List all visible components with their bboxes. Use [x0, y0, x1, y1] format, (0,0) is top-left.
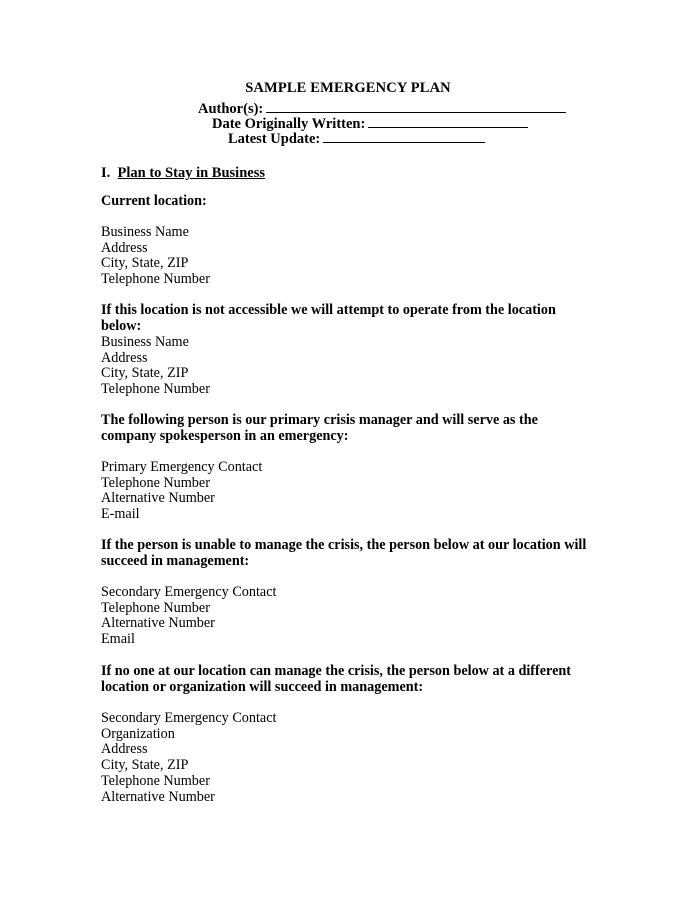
field-item: Address — [101, 239, 148, 256]
author-field-blank[interactable] — [266, 101, 566, 113]
field-item: Address — [101, 741, 148, 758]
field-item: Telephone Number — [101, 381, 210, 398]
field-item: Telephone Number — [101, 772, 210, 789]
author-field-label: Author(s): — [198, 101, 264, 117]
field-item: Address — [101, 349, 148, 366]
date-written-field-blank[interactable] — [368, 116, 528, 128]
field-item: Business Name — [101, 334, 189, 350]
field-item: Secondary Emergency Contact — [101, 710, 277, 726]
block-heading-current-location: Current location: — [101, 193, 207, 209]
field-item: Telephone Number — [101, 599, 210, 616]
field-item: Business Name — [101, 224, 189, 240]
section-title: Plan to Stay in Business — [117, 165, 265, 181]
page-title: SAMPLE EMERGENCY PLAN — [245, 80, 451, 96]
section-heading-plan-to-stay-in-business — [101, 165, 265, 181]
latest-update-field-line — [228, 131, 485, 148]
field-item: Organization — [101, 725, 175, 742]
field-item: Primary Emergency Contact — [101, 459, 263, 475]
field-item: Secondary Emergency Contact — [101, 584, 277, 600]
field-item: City, State, ZIP — [101, 255, 189, 272]
field-item: Alternative Number — [101, 490, 215, 507]
block-heading-secondary-at-our-location: If the person is unable to manage the crisis, the person below at our location will succeed in management: — [101, 537, 587, 569]
field-item: City, State, ZIP — [101, 365, 189, 382]
field-item: E-mail — [101, 506, 140, 523]
block-heading-alternate-location: If this location is not accessible we will attempt to operate from the location below: — [101, 302, 556, 334]
field-item: Telephone Number — [101, 271, 210, 288]
field-list-current-location — [101, 225, 521, 288]
field-item: Alternative Number — [101, 788, 215, 805]
field-item: Email — [101, 631, 135, 648]
field-list-primary-crisis-manager — [101, 460, 521, 523]
date-written-field-label: Date Originally Written: — [212, 116, 366, 132]
latest-update-field-label: Latest Update: — [228, 131, 321, 147]
field-item: Telephone Number — [101, 474, 210, 491]
field-list-alternate-location — [101, 335, 521, 398]
field-list-secondary-at-our-location — [101, 585, 521, 648]
latest-update-field-blank[interactable] — [323, 131, 485, 143]
block-heading-primary-crisis-manager: The following person is our primary crisis manager and will serve as the company spokesperson in an emergency: — [101, 412, 538, 444]
field-item: City, State, ZIP — [101, 757, 189, 774]
block-heading-secondary-different-location: If no one at our location can manage the crisis, the person below at a different location or organization will succeed in management: — [101, 663, 571, 695]
section-numeral: I. — [101, 165, 111, 181]
field-item: Alternative Number — [101, 615, 215, 632]
field-list-secondary-different-location — [101, 711, 521, 805]
